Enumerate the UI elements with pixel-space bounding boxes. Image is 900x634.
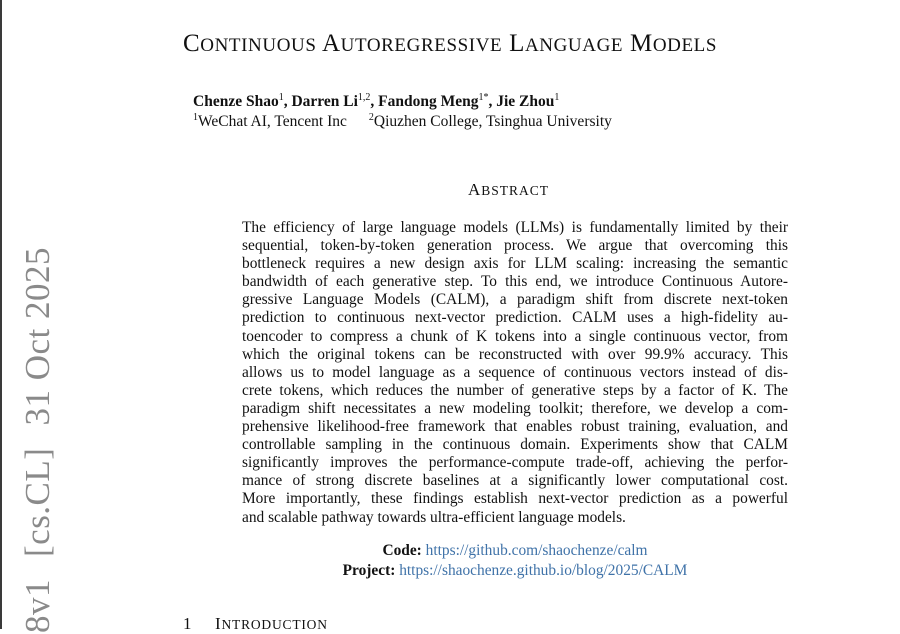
abstract-line: and scalable pathway towards ultra-efficient language models. <box>242 508 626 526</box>
window-edge <box>0 0 2 629</box>
arxiv-date: 31 Oct 2025 <box>18 247 57 426</box>
author-list: Chenze Shao$^1$, Darren Li$^{1,2}$, Fandong Meng$^{1*}$, Jie Zhou$^1$ <box>193 92 560 110</box>
abstract-line: allows us to model language as a sequence of continuous vectors instead of dis- <box>242 363 788 381</box>
arxiv-category: [cs.CL] <box>18 447 57 557</box>
author-name: Chenze Shao <box>193 93 279 110</box>
project-label: Project: <box>342 562 396 579</box>
title-word: LANGUAGE <box>509 30 624 57</box>
code-link-row <box>242 541 788 561</box>
author-name: Fandong Meng <box>378 93 479 110</box>
abstract-line: mance of strong discrete baselines at a significantly lower computational cost. <box>242 472 788 490</box>
section-number: 1 <box>183 614 193 633</box>
affiliations: $^1$WeChat AI, Tencent Inc $^2$Qiuzhen College, Tsinghua University <box>193 112 612 130</box>
code-label: Code: <box>382 542 422 559</box>
author-name: Darren Li <box>291 93 358 110</box>
paper-title <box>183 30 717 58</box>
abstract-line: More importantly, these findings establish next-vector prediction as a powerful <box>242 490 788 508</box>
abstract-line: which the original tokens can be reconstructed with over 99.9% accuracy. This <box>242 345 788 363</box>
affiliation: WeChat AI, Tencent Inc <box>198 113 347 130</box>
title-word: AUTOREGRESSIVE <box>322 30 503 57</box>
project-link-row <box>242 561 788 581</box>
title-word: CONTINUOUS <box>183 30 317 57</box>
abstract-line: sequential, token-by-token generation process. We argue that overcoming this <box>242 237 788 255</box>
abstract-line: significantly improves the performance-compute trade-off, achieving the perfor- <box>242 454 788 472</box>
abstract-line: toencoder to compress a chunk of K tokens into a single continuous vector, from <box>242 327 788 345</box>
abstract-line: paradigm shift necessitates a new modeling toolkit; therefore, we develop a com- <box>242 399 788 417</box>
abstract-line: bottleneck requires a new design axis for LLM scaling: increasing the semantic <box>242 255 788 273</box>
abstract-body <box>242 219 788 527</box>
project-link[interactable]: https://shaochenze.github.io/blog/2025/CALM <box>399 562 688 579</box>
abstract-line: The efficiency of large language models (LLMs) is fundamentally limited by their <box>242 219 788 236</box>
affiliation: Qiuzhen College, Tsinghua University <box>373 113 612 130</box>
abstract-heading: ABSTRACT <box>468 180 550 199</box>
author-name: Jie Zhou <box>496 93 555 110</box>
abstract-line: crete tokens, which reduces the number of generative steps by a factor of K. The <box>242 381 788 399</box>
abstract-line: controllable sampling in the continuous domain. Experiments show that CALM <box>242 436 788 454</box>
abstract-line: gressive Language Models (CALM), a paradigm shift from discrete next-token <box>242 291 788 309</box>
arxiv-id: 8v1 <box>18 579 57 633</box>
arxiv-stamp <box>18 247 58 633</box>
code-link[interactable]: https://github.com/shaochenze/calm <box>425 542 648 559</box>
abstract-line: bandwidth of each generative step. To this end, we introduce Continuous Autore- <box>242 273 788 291</box>
abstract-line: prediction to continuous next-vector prediction. CALM uses a high-fidelity au- <box>242 309 788 327</box>
resource-links <box>242 541 788 581</box>
abstract-line: prehensive likelihood-free framework that enables robust training, evaluation, and <box>242 418 788 436</box>
section-heading: 1 INTRODUCTION <box>183 614 328 633</box>
title-word: MODELS <box>629 30 718 57</box>
